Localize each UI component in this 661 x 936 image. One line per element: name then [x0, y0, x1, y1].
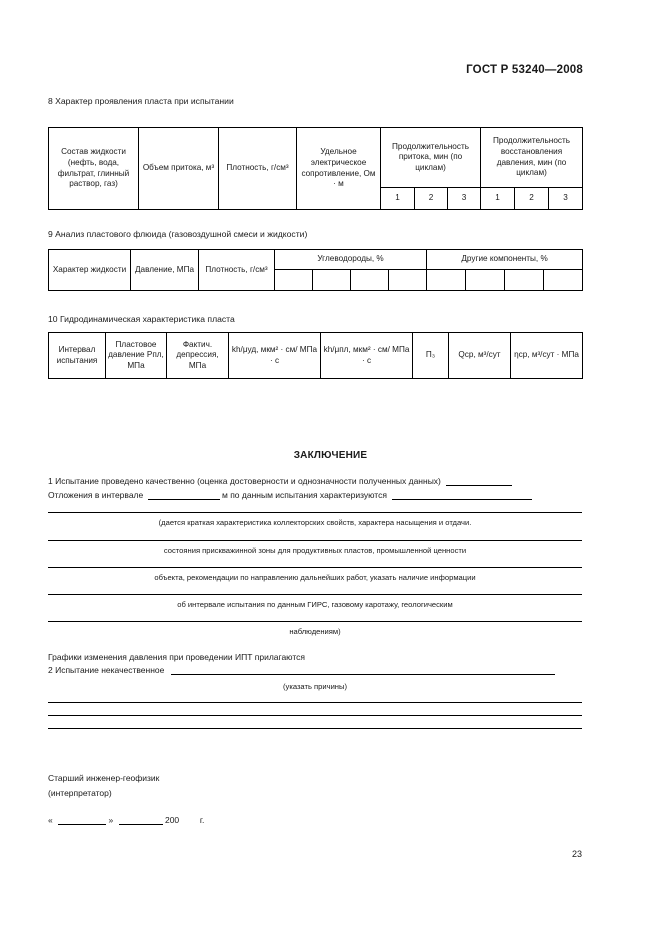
blank-line	[392, 490, 532, 500]
conclusion-item-1-text: 1 Испытание проведено качественно (оценка достоверности и однозначности полученных данных)	[48, 476, 441, 486]
other-component-cell	[466, 270, 505, 291]
hint-text: об интервале испытания по данным ГИРС, газовому каротажу, геологическим	[177, 600, 453, 609]
col-other-components: Другие компоненты, %	[427, 250, 583, 270]
section-9-title: 9 Анализ пластового флюида (газовоздушной смеси и жидкости)	[48, 229, 308, 239]
inflow-cycle-2: 2	[415, 188, 448, 210]
year-suffix: г.	[199, 815, 205, 825]
date-quote-open: «	[48, 815, 53, 825]
blank-line	[48, 715, 582, 716]
year-prefix: 200	[164, 815, 180, 825]
col-pressure: Давление, МПа	[131, 250, 199, 291]
col-recovery-duration: Продолжительность восстановления давления, мин (по циклам)	[481, 128, 583, 188]
page-number: 23	[571, 849, 582, 859]
col-resistivity: Удельное электрическое сопротивление, Ом · м	[297, 128, 381, 210]
blank-line	[48, 567, 582, 568]
hydrocarbon-cell	[275, 270, 313, 291]
col-inflow-volume: Объем притока, м³	[139, 128, 219, 210]
conclusion-item-2	[48, 665, 555, 675]
col-density: Плотность, г/см³	[199, 250, 275, 291]
hint-text: объекта, рекомендации по направлению дальнейших работ, указать наличие информации	[154, 573, 476, 582]
hydrocarbon-cell	[313, 270, 351, 291]
col-inflow-duration: Продолжительность притока, мин (по циклам)	[381, 128, 481, 188]
inflow-cycle-3: 3	[448, 188, 481, 210]
conclusion-title: ЗАКЛЮЧЕНИЕ	[293, 450, 368, 461]
conclusion-item-1	[48, 476, 512, 486]
month-blank	[119, 815, 163, 825]
section-8-title: 8 Характер проявления пласта при испытании	[48, 96, 234, 106]
hint-text: (дается краткая характеристика коллекторских свойств, характера насыщения и отдачи.	[158, 518, 472, 527]
other-component-cell	[505, 270, 544, 291]
blank-line	[48, 702, 582, 703]
col-p3: П₃	[413, 333, 449, 379]
blank-line	[48, 594, 582, 595]
hint-text: (указать причины)	[283, 682, 347, 691]
col-kh-mu-pl: kh/μпл, мкм² · см/ МПа · с	[321, 333, 413, 379]
blank-line	[48, 512, 582, 513]
blank-line	[48, 621, 582, 622]
signature-role-note: (интерпретатор)	[48, 788, 112, 798]
date-quote-close: »	[108, 815, 114, 825]
section-10-title: 10 Гидродинамическая характеристика пласта	[48, 314, 235, 324]
blank-line	[48, 540, 582, 541]
recovery-cycle-3: 3	[549, 188, 583, 210]
hint-text: состояния прискважинной зоны для продуктивных пластов, промышленной ценности	[163, 546, 467, 555]
hydrocarbon-cell	[351, 270, 389, 291]
standard-header: ГОСТ Р 53240—2008	[466, 64, 583, 76]
col-q-avg: Qср, м³/сут	[449, 333, 511, 379]
col-actual-depression: Фактич. депрессия, МПа	[167, 333, 229, 379]
graphs-attached-text: Графики изменения давления при проведении ИПТ прилагаются	[48, 652, 306, 662]
deposits-label: Отложения в интервале	[48, 490, 144, 500]
col-fluid-character: Характер жидкости	[49, 250, 131, 291]
deposits-characterization-label: м по данным испытания характеризуются	[221, 490, 387, 500]
col-kh-mu-ud: kh/μуд, мкм² · см/ МПа · с	[229, 333, 321, 379]
section-8-table	[48, 127, 583, 210]
col-hydrocarbons: Углеводороды, %	[275, 250, 427, 270]
hydrocarbon-cell	[389, 270, 427, 291]
day-blank	[58, 815, 106, 825]
deposits-line	[48, 490, 532, 500]
col-density: Плотность, г/см³	[219, 128, 297, 210]
recovery-cycle-2: 2	[515, 188, 549, 210]
hint-text: наблюдениям)	[289, 627, 341, 636]
blank-line	[171, 665, 555, 675]
section-9-table	[48, 249, 583, 291]
date-line	[48, 815, 204, 825]
signature-role: Старший инженер-геофизик	[48, 773, 160, 783]
other-component-cell	[544, 270, 583, 291]
recovery-cycle-1: 1	[481, 188, 515, 210]
col-formation-pressure: Пластовое давление Pпл, МПа	[106, 333, 167, 379]
section-10-table	[48, 332, 583, 379]
col-fluid-composition: Состав жидкости (нефть, вода, фильтрат, глинный раствор, газ)	[49, 128, 139, 210]
conclusion-item-2-text: 2 Испытание некачественное	[48, 665, 165, 675]
blank-line	[48, 728, 582, 729]
blank-line	[446, 476, 512, 486]
other-component-cell	[427, 270, 466, 291]
col-eta-avg: ηср, м³/сут · МПа	[511, 333, 583, 379]
inflow-cycle-1: 1	[381, 188, 415, 210]
col-test-interval: Интервал испытания	[49, 333, 106, 379]
interval-blank	[148, 490, 220, 500]
